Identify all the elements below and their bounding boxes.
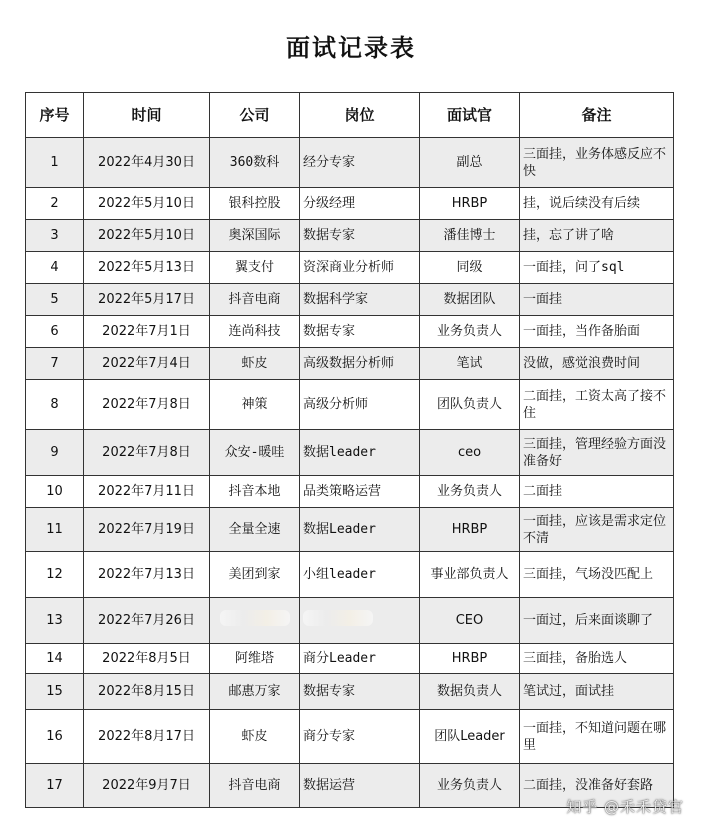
- table-row: [26, 284, 674, 316]
- header-note: 备注: [520, 93, 674, 138]
- cell-position: 商分专家: [300, 710, 420, 764]
- cell-interviewer: 数据团队: [420, 284, 520, 316]
- cell-no: 17: [26, 764, 84, 808]
- cell-interviewer: 事业部负责人: [420, 552, 520, 598]
- header-company: 公司: [210, 93, 300, 138]
- header-date: 时间: [84, 93, 210, 138]
- cell-company: 抖音本地: [210, 476, 300, 508]
- table-row: [26, 430, 674, 476]
- cell-date: 2022年7月4日: [84, 348, 210, 380]
- cell-position: 数据Leader: [300, 508, 420, 552]
- cell-position: 数据专家: [300, 316, 420, 348]
- cell-no: 7: [26, 348, 84, 380]
- cell-note: 一面挂: [520, 284, 674, 316]
- redacted-blur: [303, 610, 373, 626]
- cell-position: 品类策略运营: [300, 476, 420, 508]
- table-row: [26, 644, 674, 674]
- cell-company: 众安-暖哇: [210, 430, 300, 476]
- cell-note: 笔试过，面试挂: [520, 674, 674, 710]
- cell-note: 二面挂: [520, 476, 674, 508]
- cell-interviewer: 团队负责人: [420, 380, 520, 430]
- cell-interviewer: 同级: [420, 252, 520, 284]
- cell-note: 二面挂，没准备好套路: [520, 764, 674, 808]
- cell-no: 3: [26, 220, 84, 252]
- cell-interviewer: 数据负责人: [420, 674, 520, 710]
- cell-note: 二面挂，工资太高了接不住: [520, 380, 674, 430]
- cell-no: 13: [26, 598, 84, 644]
- cell-date: 2022年7月8日: [84, 380, 210, 430]
- cell-date: 2022年9月7日: [84, 764, 210, 808]
- cell-date: 2022年8月5日: [84, 644, 210, 674]
- table-row: [26, 598, 674, 644]
- cell-date: 2022年7月13日: [84, 552, 210, 598]
- cell-note: 三面挂，备胎选人: [520, 644, 674, 674]
- cell-company: 抖音电商: [210, 764, 300, 808]
- watermark: 知乎 @禾禾贷官: [566, 798, 684, 816]
- cell-date: 2022年7月19日: [84, 508, 210, 552]
- cell-interviewer: 业务负责人: [420, 764, 520, 808]
- cell-position: 数据科学家: [300, 284, 420, 316]
- cell-position: 数据专家: [300, 674, 420, 710]
- cell-position: 数据leader: [300, 430, 420, 476]
- table-row: [26, 552, 674, 598]
- cell-date: 2022年7月1日: [84, 316, 210, 348]
- cell-company: 阿维塔: [210, 644, 300, 674]
- cell-date: 2022年5月10日: [84, 188, 210, 220]
- cell-no: 14: [26, 644, 84, 674]
- cell-no: 15: [26, 674, 84, 710]
- cell-company: 连尚科技: [210, 316, 300, 348]
- table-row: [26, 508, 674, 552]
- cell-no: 1: [26, 138, 84, 188]
- cell-date: 2022年5月13日: [84, 252, 210, 284]
- cell-company: [210, 598, 300, 644]
- cell-position: 数据专家: [300, 220, 420, 252]
- cell-date: 2022年5月17日: [84, 284, 210, 316]
- cell-note: 一面过，后来面谈聊了: [520, 598, 674, 644]
- table-row: [26, 252, 674, 284]
- cell-company: 抖音电商: [210, 284, 300, 316]
- cell-no: 4: [26, 252, 84, 284]
- cell-no: 10: [26, 476, 84, 508]
- cell-company: 银科控股: [210, 188, 300, 220]
- cell-company: 神策: [210, 380, 300, 430]
- cell-position: 高级分析师: [300, 380, 420, 430]
- cell-note: 三面挂，业务体感反应不快: [520, 138, 674, 188]
- page-title: 面试记录表: [286, 34, 416, 62]
- table-row: [26, 348, 674, 380]
- interview-record-table: [25, 92, 674, 808]
- cell-no: 16: [26, 710, 84, 764]
- table-header-row: [26, 93, 674, 138]
- table-row: [26, 138, 674, 188]
- cell-position: 高级数据分析师: [300, 348, 420, 380]
- cell-position: 分级经理: [300, 188, 420, 220]
- cell-note: 三面挂，管理经验方面没准备好: [520, 430, 674, 476]
- cell-interviewer: HRBP: [420, 508, 520, 552]
- cell-date: 2022年8月17日: [84, 710, 210, 764]
- cell-company: 全量全速: [210, 508, 300, 552]
- cell-interviewer: 业务负责人: [420, 476, 520, 508]
- cell-no: 5: [26, 284, 84, 316]
- cell-date: 2022年7月8日: [84, 430, 210, 476]
- cell-note: 一面挂，不知道问题在哪里: [520, 710, 674, 764]
- cell-note: 一面挂，问了sql: [520, 252, 674, 284]
- cell-position: 小组leader: [300, 552, 420, 598]
- cell-date: 2022年8月15日: [84, 674, 210, 710]
- cell-interviewer: ceo: [420, 430, 520, 476]
- table-row: [26, 710, 674, 764]
- cell-note: 三面挂，气场没匹配上: [520, 552, 674, 598]
- cell-date: 2022年5月10日: [84, 220, 210, 252]
- cell-note: 没做，感觉浪费时间: [520, 348, 674, 380]
- cell-position: 数据运营: [300, 764, 420, 808]
- table-row: [26, 220, 674, 252]
- cell-position: 资深商业分析师: [300, 252, 420, 284]
- cell-interviewer: 副总: [420, 138, 520, 188]
- redacted-blur: [220, 610, 290, 626]
- cell-interviewer: HRBP: [420, 644, 520, 674]
- header-no: 序号: [26, 93, 84, 138]
- table-row: [26, 380, 674, 430]
- cell-company: 360数科: [210, 138, 300, 188]
- cell-date: 2022年4月30日: [84, 138, 210, 188]
- cell-position: [300, 598, 420, 644]
- cell-company: 邮惠万家: [210, 674, 300, 710]
- cell-company: 虾皮: [210, 348, 300, 380]
- cell-position: 商分Leader: [300, 644, 420, 674]
- cell-no: 9: [26, 430, 84, 476]
- cell-no: 2: [26, 188, 84, 220]
- cell-interviewer: HRBP: [420, 188, 520, 220]
- cell-no: 8: [26, 380, 84, 430]
- cell-interviewer: 团队Leader: [420, 710, 520, 764]
- cell-note: 挂，忘了讲了啥: [520, 220, 674, 252]
- table-row: [26, 316, 674, 348]
- cell-interviewer: 笔试: [420, 348, 520, 380]
- cell-date: 2022年7月26日: [84, 598, 210, 644]
- cell-company: 虾皮: [210, 710, 300, 764]
- table-row: [26, 674, 674, 710]
- cell-interviewer: CEO: [420, 598, 520, 644]
- cell-note: 一面挂，应该是需求定位不清: [520, 508, 674, 552]
- header-position: 岗位: [300, 93, 420, 138]
- cell-company: 美团到家: [210, 552, 300, 598]
- cell-date: 2022年7月11日: [84, 476, 210, 508]
- cell-interviewer: 业务负责人: [420, 316, 520, 348]
- cell-position: 经分专家: [300, 138, 420, 188]
- cell-note: 挂，说后续没有后续: [520, 188, 674, 220]
- cell-company: 翼支付: [210, 252, 300, 284]
- cell-note: 一面挂，当作备胎面: [520, 316, 674, 348]
- cell-no: 11: [26, 508, 84, 552]
- cell-no: 6: [26, 316, 84, 348]
- table-row: [26, 476, 674, 508]
- table-row: [26, 188, 674, 220]
- cell-company: 奥深国际: [210, 220, 300, 252]
- header-interviewer: 面试官: [420, 93, 520, 138]
- cell-interviewer: 潘佳博士: [420, 220, 520, 252]
- cell-no: 12: [26, 552, 84, 598]
